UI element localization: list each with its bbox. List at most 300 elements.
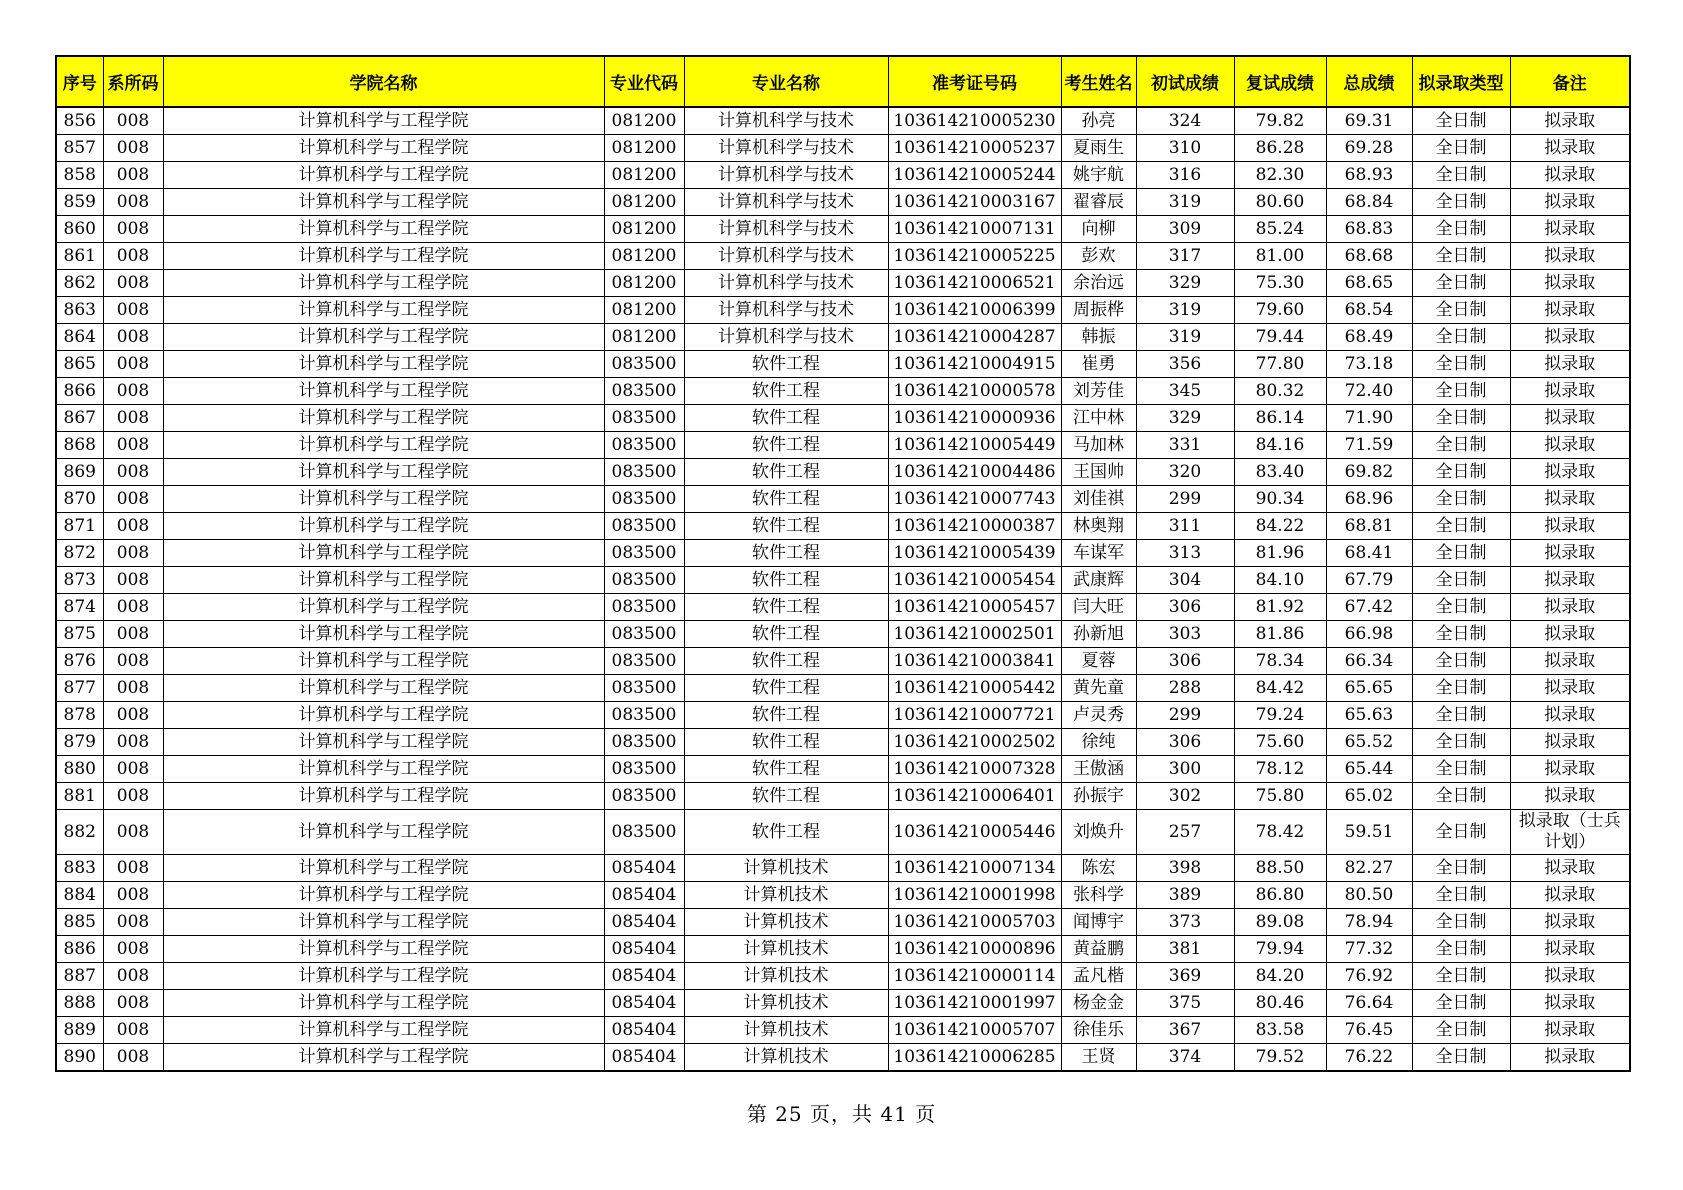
total-score-cell: 66.98 — [1326, 621, 1412, 648]
total-score-cell: 69.31 — [1326, 107, 1412, 135]
exam-id-cell: 103614210006401 — [888, 783, 1061, 810]
major-name-cell: 软件工程 — [684, 486, 888, 513]
exam-id-cell: 103614210005703 — [888, 909, 1061, 936]
candidate-name-cell: 王国帅 — [1061, 459, 1136, 486]
serial-no-cell: 887 — [56, 963, 103, 990]
total-score-cell: 68.41 — [1326, 540, 1412, 567]
dept-code-cell: 008 — [103, 621, 163, 648]
exam-id-cell: 103614210007328 — [888, 756, 1061, 783]
candidate-name-cell: 黄先童 — [1061, 675, 1136, 702]
exam-id-cell: 103614210006399 — [888, 297, 1061, 324]
candidate-name-cell: 林奥翔 — [1061, 513, 1136, 540]
college-name-cell: 计算机科学与工程学院 — [163, 432, 604, 459]
serial-no-cell: 886 — [56, 936, 103, 963]
remark-cell: 拟录取 — [1510, 297, 1630, 324]
college-name-cell: 计算机科学与工程学院 — [163, 216, 604, 243]
retest-score-cell: 82.30 — [1234, 162, 1326, 189]
table-row — [56, 189, 1630, 216]
table-row — [56, 486, 1630, 513]
admission-type-cell: 全日制 — [1412, 882, 1510, 909]
total-score-cell: 69.82 — [1326, 459, 1412, 486]
retest-score-cell: 83.58 — [1234, 1017, 1326, 1044]
total-score-cell: 68.84 — [1326, 189, 1412, 216]
major-name-cell: 计算机科学与技术 — [684, 243, 888, 270]
total-score-cell: 65.52 — [1326, 729, 1412, 756]
retest-score-cell: 79.52 — [1234, 1044, 1326, 1072]
admission-type-cell: 全日制 — [1412, 783, 1510, 810]
candidate-name-cell: 韩振 — [1061, 324, 1136, 351]
major-code-cell: 083500 — [604, 486, 684, 513]
admission-type-cell: 全日制 — [1412, 621, 1510, 648]
initial-score-cell: 319 — [1136, 189, 1234, 216]
remark-cell: 拟录取 — [1510, 756, 1630, 783]
college-name-cell: 计算机科学与工程学院 — [163, 135, 604, 162]
dept-code-cell: 008 — [103, 540, 163, 567]
total-score-cell: 76.45 — [1326, 1017, 1412, 1044]
serial-no-cell: 874 — [56, 594, 103, 621]
candidate-name-cell: 闫大旺 — [1061, 594, 1136, 621]
initial-score-cell: 302 — [1136, 783, 1234, 810]
candidate-name-cell: 徐纯 — [1061, 729, 1136, 756]
major-code-cell: 085404 — [604, 909, 684, 936]
serial-no-cell: 876 — [56, 648, 103, 675]
admission-type-cell: 全日制 — [1412, 675, 1510, 702]
major-code-cell: 083500 — [604, 702, 684, 729]
serial-no-cell: 868 — [56, 432, 103, 459]
table-row — [56, 270, 1630, 297]
major-code-cell: 083500 — [604, 783, 684, 810]
major-name-cell: 计算机科学与技术 — [684, 189, 888, 216]
major-name-cell: 软件工程 — [684, 648, 888, 675]
retest-score-cell: 81.00 — [1234, 243, 1326, 270]
admission-type-cell: 全日制 — [1412, 810, 1510, 855]
admission-type-cell: 全日制 — [1412, 216, 1510, 243]
dept-code-cell: 008 — [103, 882, 163, 909]
remark-cell: 拟录取 — [1510, 378, 1630, 405]
admission-type-cell: 全日制 — [1412, 135, 1510, 162]
candidate-name-cell: 姚宇航 — [1061, 162, 1136, 189]
column-header: 准考证号码 — [888, 56, 1061, 107]
remark-cell: 拟录取（士兵计划） — [1510, 810, 1630, 855]
remark-cell: 拟录取 — [1510, 1017, 1630, 1044]
major-name-cell: 计算机科学与技术 — [684, 216, 888, 243]
candidate-name-cell: 闻博宇 — [1061, 909, 1136, 936]
college-name-cell: 计算机科学与工程学院 — [163, 351, 604, 378]
retest-score-cell: 86.28 — [1234, 135, 1326, 162]
retest-score-cell: 79.60 — [1234, 297, 1326, 324]
exam-id-cell: 103614210007721 — [888, 702, 1061, 729]
initial-score-cell: 288 — [1136, 675, 1234, 702]
college-name-cell: 计算机科学与工程学院 — [163, 378, 604, 405]
retest-score-cell: 84.42 — [1234, 675, 1326, 702]
dept-code-cell: 008 — [103, 459, 163, 486]
table-row — [56, 432, 1630, 459]
major-name-cell: 计算机科学与技术 — [684, 270, 888, 297]
remark-cell: 拟录取 — [1510, 990, 1630, 1017]
remark-cell: 拟录取 — [1510, 1044, 1630, 1072]
dept-code-cell: 008 — [103, 135, 163, 162]
exam-id-cell: 103614210001998 — [888, 882, 1061, 909]
initial-score-cell: 324 — [1136, 107, 1234, 135]
serial-no-cell: 889 — [56, 1017, 103, 1044]
major-code-cell: 081200 — [604, 324, 684, 351]
dept-code-cell: 008 — [103, 675, 163, 702]
retest-score-cell: 86.80 — [1234, 882, 1326, 909]
exam-id-cell: 103614210003841 — [888, 648, 1061, 675]
remark-cell: 拟录取 — [1510, 729, 1630, 756]
dept-code-cell: 008 — [103, 297, 163, 324]
candidate-name-cell: 刘芳佳 — [1061, 378, 1136, 405]
remark-cell: 拟录取 — [1510, 351, 1630, 378]
admission-type-cell: 全日制 — [1412, 324, 1510, 351]
table-row — [56, 963, 1630, 990]
serial-no-cell: 867 — [56, 405, 103, 432]
college-name-cell: 计算机科学与工程学院 — [163, 486, 604, 513]
serial-no-cell: 870 — [56, 486, 103, 513]
retest-score-cell: 84.10 — [1234, 567, 1326, 594]
candidate-name-cell: 车谋军 — [1061, 540, 1136, 567]
major-name-cell: 软件工程 — [684, 567, 888, 594]
dept-code-cell: 008 — [103, 810, 163, 855]
admission-type-cell: 全日制 — [1412, 432, 1510, 459]
initial-score-cell: 367 — [1136, 1017, 1234, 1044]
major-code-cell: 083500 — [604, 432, 684, 459]
table-row — [56, 216, 1630, 243]
serial-no-cell: 866 — [56, 378, 103, 405]
admission-type-cell: 全日制 — [1412, 162, 1510, 189]
major-code-cell: 083500 — [604, 810, 684, 855]
candidate-name-cell: 黄益鹏 — [1061, 936, 1136, 963]
remark-cell: 拟录取 — [1510, 675, 1630, 702]
major-code-cell: 081200 — [604, 135, 684, 162]
initial-score-cell: 331 — [1136, 432, 1234, 459]
initial-score-cell: 329 — [1136, 405, 1234, 432]
dept-code-cell: 008 — [103, 513, 163, 540]
exam-id-cell: 103614210005449 — [888, 432, 1061, 459]
college-name-cell: 计算机科学与工程学院 — [163, 567, 604, 594]
serial-no-cell: 872 — [56, 540, 103, 567]
admission-type-cell: 全日制 — [1412, 567, 1510, 594]
initial-score-cell: 306 — [1136, 594, 1234, 621]
college-name-cell: 计算机科学与工程学院 — [163, 162, 604, 189]
major-name-cell: 计算机技术 — [684, 909, 888, 936]
initial-score-cell: 299 — [1136, 486, 1234, 513]
remark-cell: 拟录取 — [1510, 783, 1630, 810]
serial-no-cell: 888 — [56, 990, 103, 1017]
major-name-cell: 软件工程 — [684, 405, 888, 432]
initial-score-cell: 345 — [1136, 378, 1234, 405]
major-code-cell: 085404 — [604, 990, 684, 1017]
table-row — [56, 513, 1630, 540]
initial-score-cell: 303 — [1136, 621, 1234, 648]
retest-score-cell: 81.86 — [1234, 621, 1326, 648]
college-name-cell: 计算机科学与工程学院 — [163, 1044, 604, 1072]
retest-score-cell: 86.14 — [1234, 405, 1326, 432]
total-score-cell: 68.96 — [1326, 486, 1412, 513]
table-row — [56, 621, 1630, 648]
total-score-cell: 68.93 — [1326, 162, 1412, 189]
admission-type-cell: 全日制 — [1412, 648, 1510, 675]
admission-type-cell: 全日制 — [1412, 513, 1510, 540]
serial-no-cell: 856 — [56, 107, 103, 135]
exam-id-cell: 103614210005230 — [888, 107, 1061, 135]
major-name-cell: 计算机科学与技术 — [684, 107, 888, 135]
candidate-name-cell: 孙新旭 — [1061, 621, 1136, 648]
dept-code-cell: 008 — [103, 162, 163, 189]
serial-no-cell: 864 — [56, 324, 103, 351]
retest-score-cell: 90.34 — [1234, 486, 1326, 513]
serial-no-cell: 875 — [56, 621, 103, 648]
total-score-cell: 68.65 — [1326, 270, 1412, 297]
serial-no-cell: 871 — [56, 513, 103, 540]
candidate-name-cell: 余治远 — [1061, 270, 1136, 297]
college-name-cell: 计算机科学与工程学院 — [163, 936, 604, 963]
dept-code-cell: 008 — [103, 594, 163, 621]
college-name-cell: 计算机科学与工程学院 — [163, 540, 604, 567]
major-code-cell: 081200 — [604, 189, 684, 216]
major-name-cell: 计算机科学与技术 — [684, 135, 888, 162]
major-name-cell: 软件工程 — [684, 675, 888, 702]
major-name-cell: 软件工程 — [684, 729, 888, 756]
total-score-cell: 59.51 — [1326, 810, 1412, 855]
admission-type-cell: 全日制 — [1412, 855, 1510, 882]
major-name-cell: 计算机技术 — [684, 882, 888, 909]
total-score-cell: 66.34 — [1326, 648, 1412, 675]
table-row — [56, 783, 1630, 810]
total-score-cell: 69.28 — [1326, 135, 1412, 162]
college-name-cell: 计算机科学与工程学院 — [163, 324, 604, 351]
table-row — [56, 648, 1630, 675]
retest-score-cell: 78.12 — [1234, 756, 1326, 783]
remark-cell: 拟录取 — [1510, 162, 1630, 189]
admission-type-cell: 全日制 — [1412, 378, 1510, 405]
column-header: 学院名称 — [163, 56, 604, 107]
remark-cell: 拟录取 — [1510, 909, 1630, 936]
table-row — [56, 405, 1630, 432]
total-score-cell: 68.83 — [1326, 216, 1412, 243]
exam-id-cell: 103614210003167 — [888, 189, 1061, 216]
major-name-cell: 软件工程 — [684, 783, 888, 810]
retest-score-cell: 81.92 — [1234, 594, 1326, 621]
candidate-name-cell: 王傲涵 — [1061, 756, 1136, 783]
major-name-cell: 软件工程 — [684, 459, 888, 486]
table-row — [56, 135, 1630, 162]
major-name-cell: 软件工程 — [684, 702, 888, 729]
column-header: 专业名称 — [684, 56, 888, 107]
serial-no-cell: 884 — [56, 882, 103, 909]
dept-code-cell: 008 — [103, 909, 163, 936]
dept-code-cell: 008 — [103, 405, 163, 432]
major-name-cell: 软件工程 — [684, 621, 888, 648]
admission-type-cell: 全日制 — [1412, 1017, 1510, 1044]
total-score-cell: 73.18 — [1326, 351, 1412, 378]
retest-score-cell: 88.50 — [1234, 855, 1326, 882]
serial-no-cell: 885 — [56, 909, 103, 936]
serial-no-cell: 882 — [56, 810, 103, 855]
dept-code-cell: 008 — [103, 855, 163, 882]
college-name-cell: 计算机科学与工程学院 — [163, 459, 604, 486]
table-row — [56, 567, 1630, 594]
remark-cell: 拟录取 — [1510, 648, 1630, 675]
candidate-name-cell: 张科学 — [1061, 882, 1136, 909]
major-code-cell: 083500 — [604, 594, 684, 621]
remark-cell: 拟录取 — [1510, 855, 1630, 882]
college-name-cell: 计算机科学与工程学院 — [163, 882, 604, 909]
exam-id-cell: 103614210001997 — [888, 990, 1061, 1017]
exam-id-cell: 103614210005244 — [888, 162, 1061, 189]
admission-type-cell: 全日制 — [1412, 1044, 1510, 1072]
exam-id-cell: 103614210006285 — [888, 1044, 1061, 1072]
candidate-name-cell: 孙振宇 — [1061, 783, 1136, 810]
major-code-cell: 083500 — [604, 567, 684, 594]
exam-id-cell: 103614210007131 — [888, 216, 1061, 243]
candidate-name-cell: 孙亮 — [1061, 107, 1136, 135]
candidate-name-cell: 武康辉 — [1061, 567, 1136, 594]
exam-id-cell: 103614210000578 — [888, 378, 1061, 405]
remark-cell: 拟录取 — [1510, 189, 1630, 216]
admission-type-cell: 全日制 — [1412, 729, 1510, 756]
table-row — [56, 702, 1630, 729]
column-header: 拟录取类型 — [1412, 56, 1510, 107]
candidate-name-cell: 杨金金 — [1061, 990, 1136, 1017]
college-name-cell: 计算机科学与工程学院 — [163, 855, 604, 882]
major-name-cell: 软件工程 — [684, 756, 888, 783]
initial-score-cell: 310 — [1136, 135, 1234, 162]
initial-score-cell: 319 — [1136, 297, 1234, 324]
college-name-cell: 计算机科学与工程学院 — [163, 729, 604, 756]
major-code-cell: 085404 — [604, 1017, 684, 1044]
dept-code-cell: 008 — [103, 351, 163, 378]
dept-code-cell: 008 — [103, 783, 163, 810]
retest-score-cell: 84.22 — [1234, 513, 1326, 540]
table-row — [56, 909, 1630, 936]
serial-no-cell: 890 — [56, 1044, 103, 1072]
initial-score-cell: 311 — [1136, 513, 1234, 540]
dept-code-cell: 008 — [103, 243, 163, 270]
table-row — [56, 107, 1630, 135]
total-score-cell: 77.32 — [1326, 936, 1412, 963]
retest-score-cell: 77.80 — [1234, 351, 1326, 378]
total-score-cell: 78.94 — [1326, 909, 1412, 936]
total-score-cell: 67.79 — [1326, 567, 1412, 594]
exam-id-cell: 103614210006521 — [888, 270, 1061, 297]
initial-score-cell: 313 — [1136, 540, 1234, 567]
initial-score-cell: 316 — [1136, 162, 1234, 189]
retest-score-cell: 84.20 — [1234, 963, 1326, 990]
initial-score-cell: 320 — [1136, 459, 1234, 486]
initial-score-cell: 306 — [1136, 729, 1234, 756]
major-code-cell: 083500 — [604, 378, 684, 405]
initial-score-cell: 309 — [1136, 216, 1234, 243]
retest-score-cell: 80.46 — [1234, 990, 1326, 1017]
column-header: 复试成绩 — [1234, 56, 1326, 107]
dept-code-cell: 008 — [103, 432, 163, 459]
table-row — [56, 810, 1630, 855]
serial-no-cell: 862 — [56, 270, 103, 297]
candidate-name-cell: 夏雨生 — [1061, 135, 1136, 162]
exam-id-cell: 103614210005442 — [888, 675, 1061, 702]
major-name-cell: 软件工程 — [684, 351, 888, 378]
initial-score-cell: 306 — [1136, 648, 1234, 675]
total-score-cell: 65.65 — [1326, 675, 1412, 702]
major-name-cell: 计算机技术 — [684, 936, 888, 963]
major-name-cell: 软件工程 — [684, 810, 888, 855]
major-name-cell: 软件工程 — [684, 513, 888, 540]
major-code-cell: 083500 — [604, 405, 684, 432]
total-score-cell: 68.49 — [1326, 324, 1412, 351]
exam-id-cell: 103614210005446 — [888, 810, 1061, 855]
major-code-cell: 085404 — [604, 882, 684, 909]
remark-cell: 拟录取 — [1510, 324, 1630, 351]
table-row — [56, 594, 1630, 621]
candidate-name-cell: 徐佳乐 — [1061, 1017, 1136, 1044]
major-code-cell: 081200 — [604, 270, 684, 297]
serial-no-cell: 861 — [56, 243, 103, 270]
serial-no-cell: 869 — [56, 459, 103, 486]
retest-score-cell: 78.42 — [1234, 810, 1326, 855]
dept-code-cell: 008 — [103, 648, 163, 675]
exam-id-cell: 103614210005225 — [888, 243, 1061, 270]
college-name-cell: 计算机科学与工程学院 — [163, 107, 604, 135]
dept-code-cell: 008 — [103, 1017, 163, 1044]
retest-score-cell: 78.34 — [1234, 648, 1326, 675]
table-row — [56, 1017, 1630, 1044]
initial-score-cell: 374 — [1136, 1044, 1234, 1072]
remark-cell: 拟录取 — [1510, 135, 1630, 162]
initial-score-cell: 329 — [1136, 270, 1234, 297]
remark-cell: 拟录取 — [1510, 459, 1630, 486]
major-name-cell: 计算机技术 — [684, 855, 888, 882]
initial-score-cell: 369 — [1136, 963, 1234, 990]
retest-score-cell: 89.08 — [1234, 909, 1326, 936]
exam-id-cell: 103614210007743 — [888, 486, 1061, 513]
major-code-cell: 083500 — [604, 351, 684, 378]
table-row — [56, 729, 1630, 756]
total-score-cell: 82.27 — [1326, 855, 1412, 882]
table-row — [56, 936, 1630, 963]
remark-cell: 拟录取 — [1510, 540, 1630, 567]
remark-cell: 拟录取 — [1510, 702, 1630, 729]
major-code-cell: 083500 — [604, 459, 684, 486]
major-code-cell: 085404 — [604, 1044, 684, 1072]
major-code-cell: 081200 — [604, 107, 684, 135]
major-name-cell: 计算机技术 — [684, 963, 888, 990]
college-name-cell: 计算机科学与工程学院 — [163, 702, 604, 729]
initial-score-cell: 375 — [1136, 990, 1234, 1017]
column-header: 专业代码 — [604, 56, 684, 107]
exam-id-cell: 103614210004915 — [888, 351, 1061, 378]
serial-no-cell: 881 — [56, 783, 103, 810]
remark-cell: 拟录取 — [1510, 432, 1630, 459]
major-code-cell: 081200 — [604, 216, 684, 243]
college-name-cell: 计算机科学与工程学院 — [163, 648, 604, 675]
exam-id-cell: 103614210005454 — [888, 567, 1061, 594]
table-row — [56, 1044, 1630, 1072]
serial-no-cell: 880 — [56, 756, 103, 783]
retest-score-cell: 79.24 — [1234, 702, 1326, 729]
dept-code-cell: 008 — [103, 936, 163, 963]
table-row — [56, 855, 1630, 882]
major-name-cell: 计算机技术 — [684, 1044, 888, 1072]
college-name-cell: 计算机科学与工程学院 — [163, 675, 604, 702]
total-score-cell: 76.92 — [1326, 963, 1412, 990]
candidate-name-cell: 马加林 — [1061, 432, 1136, 459]
total-score-cell: 76.64 — [1326, 990, 1412, 1017]
major-code-cell: 083500 — [604, 648, 684, 675]
college-name-cell: 计算机科学与工程学院 — [163, 756, 604, 783]
candidate-name-cell: 刘焕升 — [1061, 810, 1136, 855]
major-code-cell: 083500 — [604, 729, 684, 756]
